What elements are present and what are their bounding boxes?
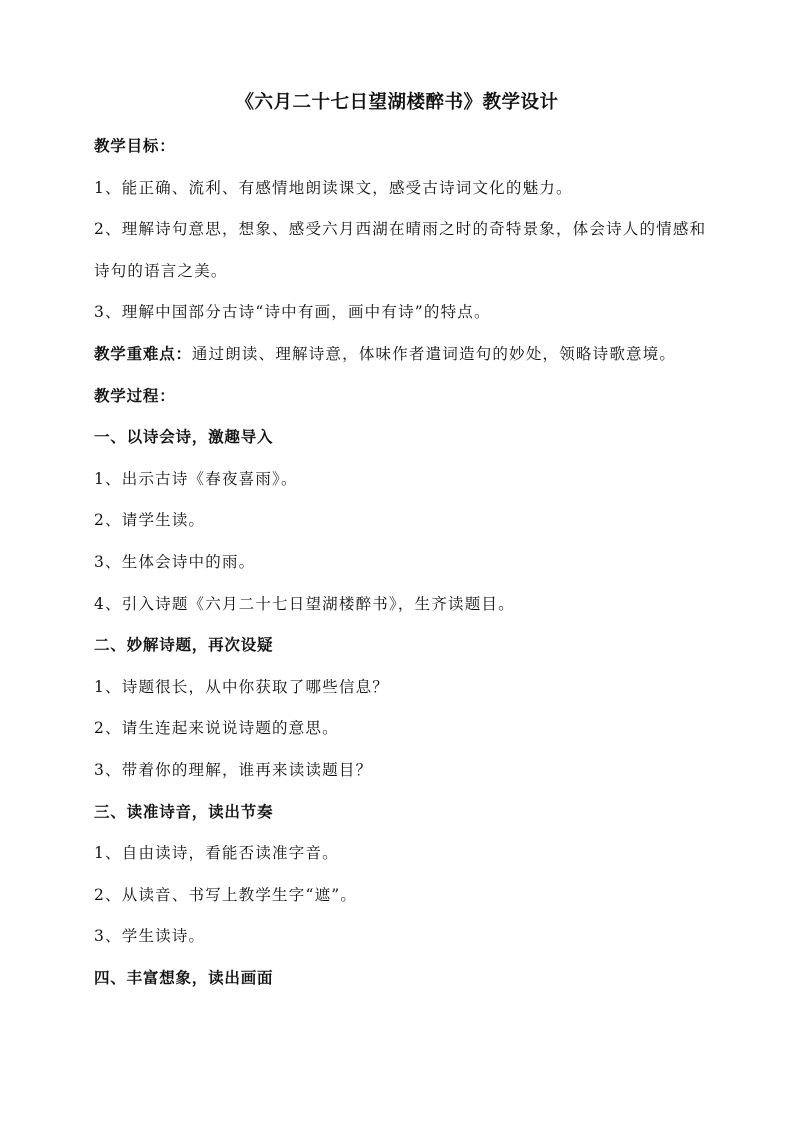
document-title: 《六月二十七日望湖楼醉书》教学设计: [235, 92, 559, 113]
list-item: 2、请学生读。: [94, 511, 206, 530]
list-item: 1、诗题很长，从中你获取了哪些信息？: [94, 677, 389, 696]
section-heading: 一、以诗会诗，激趣导入: [94, 428, 274, 447]
section-heading: 二、妙解诗题，再次设疑: [94, 636, 274, 655]
key-points-text: 通过朗读、理解诗意，体味作者遣词造句的妙处，领略诗歌意境。: [191, 344, 677, 363]
list-item: 1、出示古诗《春夜喜雨》。: [94, 469, 298, 488]
section-heading: 三、读准诗音，读出节奏: [94, 802, 274, 821]
list-item: 1、自由读诗，看能否读准字音。: [94, 844, 339, 863]
list-item: 2、请生连起来说说诗题的意思。: [94, 719, 339, 738]
section-heading: 四、丰富想象，读出画面: [94, 968, 274, 987]
list-item: 4、引入诗题《六月二十七日望湖楼醉书》，生齐读题目。: [94, 594, 515, 613]
list-item: 3、学生读诗。: [94, 927, 206, 946]
key-points-label: 教学重难点：: [94, 344, 192, 363]
process-heading: 教学过程：: [94, 386, 176, 405]
goal-item: 2、理解诗句意思，想象、感受六月西湖在晴雨之时的奇特景象，体会诗人的情感和诗句的语言之美。: [94, 220, 707, 280]
goals-heading: 教学目标：: [94, 137, 176, 155]
goal-item: 3、理解中国部分古诗“诗中有画，画中有诗”的特点。: [94, 303, 491, 322]
list-item: 3、生体会诗中的雨。: [94, 552, 256, 571]
goal-item: 1、能正确、流利、有感情地朗读课文，感受古诗词文化的魅力。: [94, 178, 573, 197]
document-body: [94, 126, 722, 999]
key-points-paragraph: [94, 334, 722, 376]
list-item: 2、从读音、书写上教学生字“遮”。: [94, 885, 358, 904]
list-item: 3、带着你的理解，谁再来读读题目？: [94, 760, 373, 779]
